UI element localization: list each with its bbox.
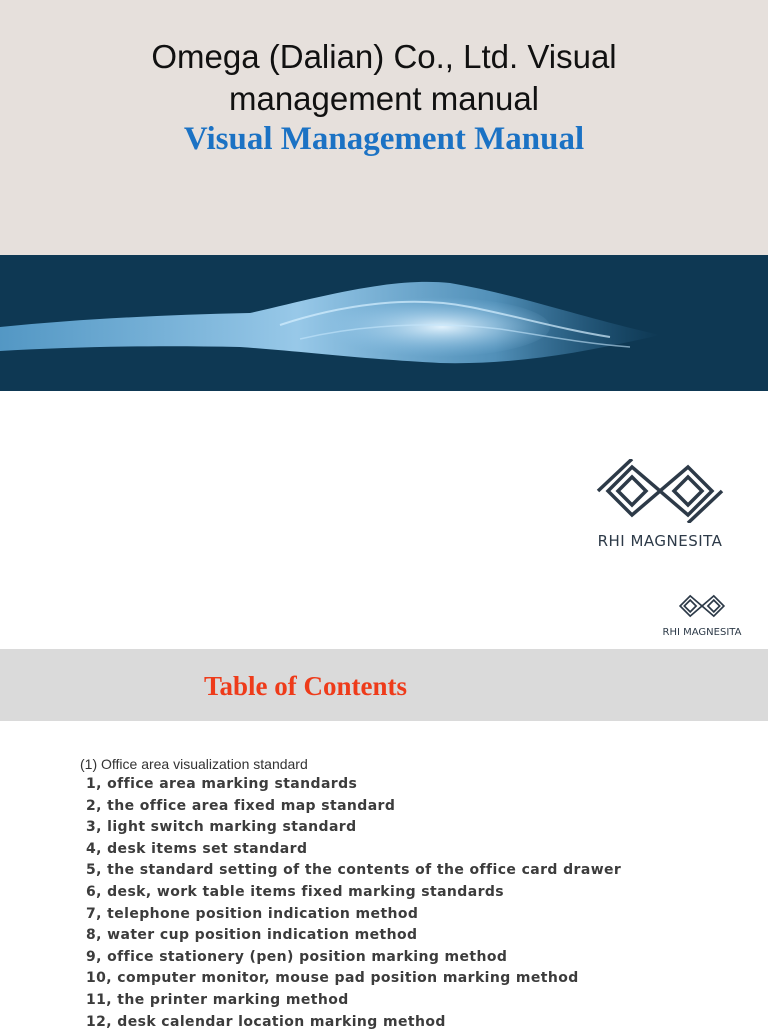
- rhi-magnesita-logo: [584, 459, 736, 550]
- toc-item[interactable]: 9, office stationery (pen) position marking method: [86, 948, 508, 965]
- rhi-magnesita-logo-small: [656, 587, 748, 638]
- cover-title-line1: Omega (Dalian) Co., Ltd. Visual: [151, 38, 617, 75]
- toc-item[interactable]: 3, light switch marking standard: [86, 819, 357, 836]
- toc-item[interactable]: 11, the printer marking method: [86, 991, 349, 1008]
- toc-item[interactable]: 10, computer monitor, mouse pad position marking method: [86, 970, 579, 987]
- toc-item[interactable]: 6, desk, work table items fixed marking standards: [86, 883, 505, 900]
- logo-brand-text-small: RHI MAGNESITA: [662, 627, 742, 638]
- toc-item[interactable]: 5, the standard setting of the contents of the office card drawer: [86, 862, 622, 879]
- rhi-magnesita-logo-small-icon: [670, 587, 734, 625]
- toc-item[interactable]: 12, desk calendar location marking method: [86, 1013, 446, 1030]
- toc-item[interactable]: 8, water cup position indication method: [86, 927, 418, 944]
- rhi-magnesita-logo-icon: [584, 459, 736, 523]
- toc-header-bar: [0, 649, 768, 721]
- toc-section-heading: (1) Office area visualization standard: [80, 756, 308, 772]
- cover-title-line2: management manual: [228, 80, 540, 117]
- toc-item[interactable]: 4, desk items set standard: [86, 840, 308, 857]
- toc-list: [80, 754, 760, 1033]
- cover-banner-image: [0, 255, 768, 391]
- toc-title: Table of Contents: [204, 671, 408, 701]
- logo-area: [0, 391, 768, 649]
- blue-wave-graphic: [0, 255, 768, 391]
- logo-brand-text: RHI MAGNESITA: [597, 532, 723, 550]
- cover-title: [0, 36, 768, 120]
- cover-header: [0, 0, 768, 255]
- toc-item[interactable]: 2, the office area fixed map standard: [86, 797, 396, 814]
- toc-item[interactable]: 7, telephone position indication method: [86, 905, 419, 922]
- cover-subtitle: Visual Management Manual: [183, 121, 585, 157]
- toc-item[interactable]: 1, office area marking standards: [86, 776, 358, 792]
